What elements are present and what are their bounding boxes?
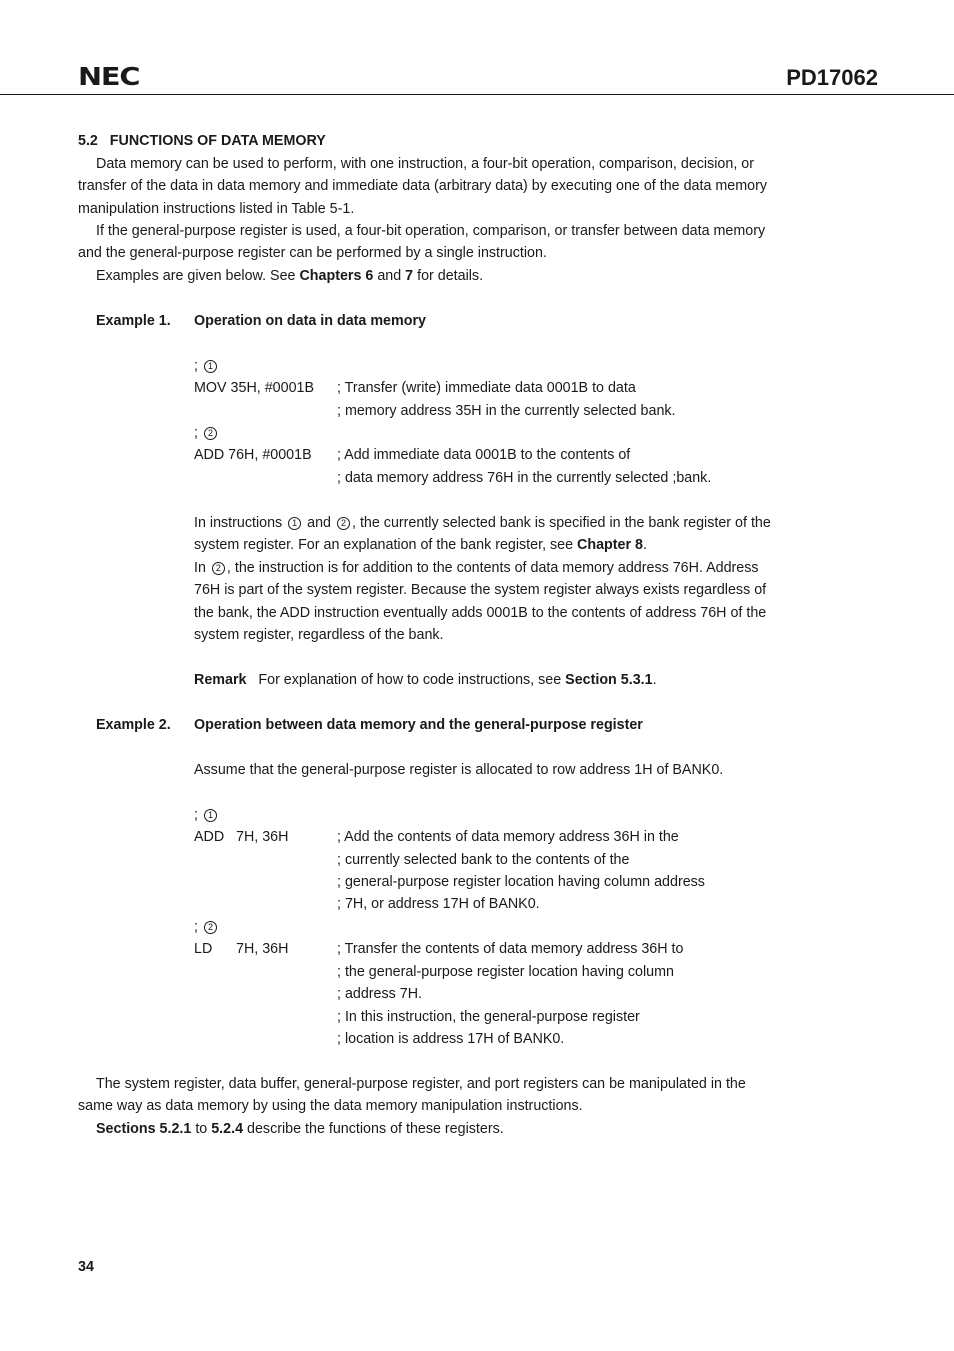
chapter-ref: 7: [405, 268, 414, 284]
code-comment: ; Add the contents of data memory address 36H in the: [337, 829, 679, 845]
example2-title: Operation between data memory and the general-purpose register: [194, 717, 643, 733]
code-comment: ; Add immediate data 0001B to the contents of: [337, 447, 631, 463]
header-rule: [0, 94, 954, 95]
circled-number-2: 2: [212, 562, 225, 575]
code-instruction: ADD 76H, #0001B: [194, 447, 312, 463]
text-run: for details.: [413, 268, 484, 284]
remark: [194, 671, 657, 689]
step-marker: [194, 918, 219, 936]
paragraph-line: manipulation instructions listed in Table 5-1.: [78, 201, 355, 217]
code-comment: ; 7H, or address 17H of BANK0.: [337, 896, 540, 912]
circled-number-1: 1: [288, 517, 301, 530]
text-run: and: [303, 515, 335, 531]
paragraph-line: and the general-purpose register can be performed by a single instruction.: [78, 245, 547, 261]
explanation-line: [194, 514, 771, 532]
assumption-text: Assume that the general-purpose register is allocated to row address 1H of BANK0.: [194, 762, 724, 778]
explanation-line: 76H is part of the system register. Because the system register always exists regardless of: [194, 582, 767, 598]
explanation-line: system register, regardless of the bank.: [194, 627, 444, 643]
code-comment: ; memory address 35H in the currently selected bank.: [337, 403, 676, 419]
code-op: LD: [194, 941, 213, 957]
example2-label: Example 2.: [96, 717, 171, 733]
paragraph-line: Data memory can be used to perform, with one instruction, a four-bit operation, comparison, decision, or: [96, 156, 754, 172]
section-ref: Section 5.3.1: [565, 672, 653, 688]
chapter-ref: Chapter 8: [577, 537, 643, 553]
text-run: system register. For an explanation of the bank register, see: [194, 537, 578, 553]
text-run: .: [652, 672, 657, 688]
circled-number-2: 2: [204, 921, 217, 934]
paragraph-line: [96, 267, 483, 285]
explanation-line: the bank, the ADD instruction eventually adds 0001B to the contents of address 76H of the: [194, 605, 767, 621]
section-ref: Sections 5.2.1: [96, 1121, 192, 1137]
text-run: In: [194, 560, 210, 576]
code-instruction: MOV 35H, #0001B: [194, 380, 315, 396]
code-comment: ; currently selected bank to the contents of the: [337, 852, 630, 868]
example1-title: Operation on data in data memory: [194, 313, 426, 329]
nec-logo: NEC: [78, 62, 140, 91]
circled-number-1: 1: [204, 809, 217, 822]
text-run: to: [191, 1121, 212, 1137]
code-comment: ; data memory address 76H in the currently selected ;bank.: [337, 470, 712, 486]
circled-number-2: 2: [337, 517, 350, 530]
code-comment: ; location is address 17H of BANK0.: [337, 1031, 565, 1047]
chapter-ref: Chapters 6: [299, 268, 374, 284]
section-ref: 5.2.4: [211, 1121, 244, 1137]
part-number: PD17062: [786, 65, 878, 90]
example1-label: Example 1.: [96, 313, 171, 329]
paragraph-line: If the general-purpose register is used, a four-bit operation, comparison, or transfer between data memory: [96, 223, 766, 239]
text-run: Examples are given below. See: [96, 268, 300, 284]
step-marker: [194, 424, 219, 442]
code-op: ADD: [194, 829, 225, 845]
section-heading: [78, 132, 326, 150]
section-title: FUNCTIONS OF DATA MEMORY: [109, 133, 326, 149]
text-run: For explanation of how to code instructions, see: [258, 672, 566, 688]
step-marker: [194, 357, 219, 375]
text-run: .: [643, 537, 647, 553]
code-comment: ; general-purpose register location having column address: [337, 874, 705, 890]
remark-label: Remark: [194, 672, 247, 688]
semicolon: ;: [194, 358, 198, 374]
semicolon: ;: [194, 807, 198, 823]
paragraph-line: same way as data memory by using the data memory manipulation instructions.: [78, 1098, 583, 1114]
circled-number-2: 2: [204, 427, 217, 440]
code-comment: ; Transfer (write) immediate data 0001B to data: [337, 380, 636, 396]
page-number: 34: [78, 1259, 94, 1275]
code-comment: ; address 7H.: [337, 986, 423, 1002]
step-marker: [194, 806, 219, 824]
semicolon: ;: [194, 425, 198, 441]
explanation-line: [194, 536, 647, 554]
text-run: describe the functions of these registers.: [243, 1121, 504, 1137]
section-number: 5.2: [78, 133, 98, 149]
semicolon: ;: [194, 919, 198, 935]
circled-number-1: 1: [204, 360, 217, 373]
code-args: 7H, 36H: [236, 941, 289, 957]
text-run: and: [373, 268, 406, 284]
code-comment: ; the general-purpose register location having column: [337, 964, 674, 980]
code-args: 7H, 36H: [236, 829, 289, 845]
explanation-line: [194, 559, 759, 577]
code-comment: ; In this instruction, the general-purpose register: [337, 1009, 640, 1025]
text-run: , the instruction is for addition to the contents of data memory address 76H. Address: [226, 560, 759, 576]
paragraph-line: The system register, data buffer, general-purpose register, and port registers can be manipulated in the: [96, 1076, 746, 1092]
text-run: In instructions: [194, 515, 287, 531]
paragraph-line: transfer of the data in data memory and immediate data (arbitrary data) by executing one of the data memory: [78, 178, 767, 194]
text-run: , the currently selected bank is specified in the bank register of the: [352, 515, 771, 531]
paragraph-line: [96, 1120, 504, 1138]
code-comment: ; Transfer the contents of data memory address 36H to: [337, 941, 684, 957]
